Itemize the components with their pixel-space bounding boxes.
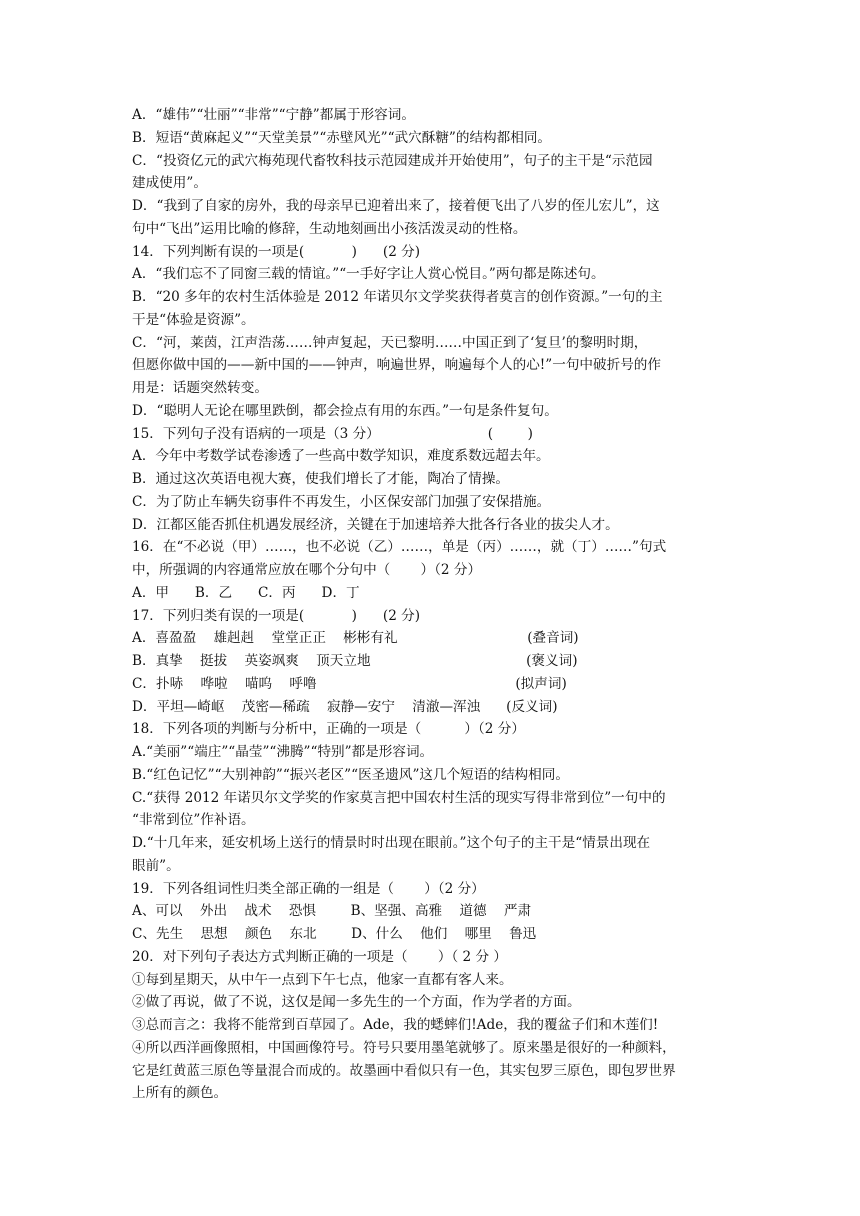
q13-option-c: C．“投资亿元的武穴梅苑现代畜牧科技示范园建成并开始使用”，句子的主干是“示范园: [132, 152, 653, 169]
q18-stem: 18．下列各项的判断与分析中，正确的一项是（ ）（2 分）: [132, 721, 525, 738]
q14-option-b: B．“20 多年的农村生活体验是 2012 年诺贝尔文学奖获得者莫言的创作资源。”一句的主: [132, 289, 663, 305]
q15-option-b: B．通过这次英语电视大赛，使我们增长了才能，陶冶了情操。: [132, 471, 510, 487]
q15-option-c: C．为了防止车辆失窃事件不再发生，小区保安部门加强了安保措施。: [132, 493, 551, 510]
q19-options-ab: A、可以 外出 战术 恐惧 B、坚强、高雅 道德 严肃: [132, 903, 532, 920]
q14-stem: 14．下列判断有误的一项是( ) (2 分): [132, 243, 421, 260]
q17-option-d: D．平坦—崎岖 茂密—稀疏 寂静—安宁 清澈—浑浊 (反义词): [132, 698, 558, 715]
q14-option-c-cont2: 用是：话题突然转变。: [132, 380, 268, 396]
q20-sentence-3: ③总而言之：我将不能常到百草园了。Ade，我的蟋蟀们!Ade，我的覆盆子们和木莲们!: [132, 1017, 659, 1033]
q20-sentence-4-cont2: 上所有的颜色。: [132, 1085, 228, 1102]
q15-stem: 15．下列句子没有语病的一项是（3 分） ( ): [132, 425, 533, 442]
q15-option-d: D．江都区能否抓住机遇发展经济，关键在于加速培养大批各行各业的拔尖人才。: [132, 516, 619, 533]
q17-stem: 17．下列归类有误的一项是( ) (2 分): [132, 607, 421, 624]
q14-option-c-cont: 但愿你做中国的——新中国的——钟声，响遍世界，响遍每个人的心!”一句中破折号的作: [132, 357, 661, 374]
q16-stem: 16．在“不必说（甲）……，也不必说（乙）……，单是（丙）……，就（丁）……”句式: [132, 539, 667, 556]
q18-option-c-cont: “非常到位”作补语。: [132, 812, 255, 829]
q17-option-a: A．喜盈盈 雄赳赳 堂堂正正 彬彬有礼 (叠音词): [132, 630, 579, 647]
q13-option-d-cont: 句中“飞出”运用比喻的修辞，生动地刻画出小孩活泼灵动的性格。: [132, 220, 527, 237]
q13-option-d: D．“我到了自家的房外，我的母亲早已迎着出来了，接着便飞出了八岁的侄儿宏儿”，这: [132, 198, 660, 214]
q13-option-a: A．“雄伟”“壮丽”“非常”“宁静”都属于形容词。: [132, 107, 415, 123]
q14-option-a: A．“我们忘不了同窗三载的情谊。”“一手好字让人赏心悦目。”两句都是陈述句。: [132, 266, 605, 283]
q19-stem: 19．下列各组词性归类全部正确的一组是（ ）（2 分）: [132, 880, 485, 897]
q15-option-a: A．今年中考数学试卷渗透了一些高中数学知识，难度系数远超去年。: [132, 448, 550, 465]
q20-sentence-1: ①每到星期天，从中午一点到下午七点，他家一直都有客人来。: [132, 971, 513, 988]
q14-option-b-cont: 干是“体验是资源”。: [132, 311, 255, 328]
q17-option-c: C．扑哧 哗啦 喵呜 呼噜 (拟声词): [132, 675, 567, 692]
q13-option-c-cont: 建成使用”。: [132, 175, 207, 192]
exam-text: [132, 104, 732, 1105]
q14-option-c: C．“河，莱茵，江声浩荡……钟声复起，天已黎明……中国正到了‘复旦’的黎明时期，: [132, 334, 648, 351]
q18-option-b: B.“红色记忆”“大别神韵”“振兴老区”“医圣遗风”这几个短语的结构相同。: [132, 766, 569, 783]
q18-option-a: A.“美丽”“端庄”“晶莹”“沸腾”“特别”都是形容词。: [132, 744, 434, 760]
q20-sentence-2: ②做了再说，做了不说，这仅是闻一多先生的一个方面，作为学者的方面。: [132, 994, 581, 1011]
q13-option-b: B．短语“黄麻起义”“天堂美景”“赤壁风光”“武穴酥糖”的结构都相同。: [132, 129, 552, 146]
q18-option-c: C.“获得 2012 年诺贝尔文学奖的作家莫言把中国农村生活的现实写得非常到位”一句中的: [132, 789, 666, 806]
q19-options-cd: C、先生 思想 颜色 东北 D、什么 他们 哪里 鲁迅: [132, 926, 537, 942]
q20-sentence-4: ④所以西洋画像照相，中国画像符号。符号只要用墨笔就够了。原来墨是很好的一种颜料，: [132, 1039, 676, 1056]
q16-options: A．甲 B．乙 C．丙 D．丁: [132, 584, 360, 601]
q17-option-b: B．真挚 挺拔 英姿飒爽 顶天立地 (褒义词): [132, 653, 578, 669]
q20-sentence-4-cont: 它是红黄蓝三原色等量混合而成的。故墨画中看似只有一色，其实包罗三原色，即包罗世界: [132, 1062, 676, 1079]
q16-stem-cont: 中，所强调的内容通常应放在哪个分句中（ ）（2 分）: [132, 562, 482, 578]
q18-option-d: D.“十几年来，延安机场上送行的情景时时出现在眼前。”这个句子的主干是“情景出现在: [132, 835, 651, 851]
q18-option-d-cont: 眼前”。: [132, 857, 180, 874]
q20-stem: 20．对下列句子表达方式判断正确的一项是（ ）（ 2 分 ）: [132, 948, 508, 965]
q14-option-d: D．“聪明人无论在哪里跌倒，都会捡点有用的东西。”一句是条件复句。: [132, 402, 558, 419]
